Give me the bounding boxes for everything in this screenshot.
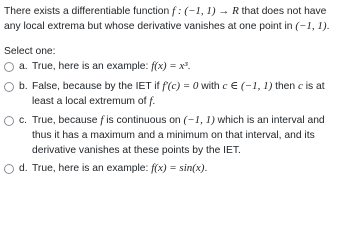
- option-c-radio[interactable]: [4, 116, 14, 126]
- select-one-label: Select one:: [4, 46, 56, 57]
- domain-expression: : (−1, 1) →: [175, 5, 233, 17]
- function-symbol: f: [172, 5, 176, 17]
- interval-expression: (−1, 1): [295, 20, 327, 32]
- option-c-label: True, because f is continuous on (−1, 1) which is an interval and thus it has a maximum and a minimum on that interval, and its derivative vanishes at these points by the IET.: [32, 114, 325, 156]
- option-d-letter: d.: [19, 163, 28, 174]
- option-a[interactable]: [4, 59, 344, 74]
- option-b-label: False, because by the IET if f′(c) = 0 with c ∈ (−1, 1) then c is at least a local extremum of f.: [32, 80, 325, 107]
- option-c[interactable]: [4, 113, 344, 158]
- option-c-letter: c.: [19, 115, 28, 126]
- reals-symbol: R: [232, 5, 239, 17]
- option-a-letter: a.: [19, 61, 28, 72]
- option-b-radio[interactable]: [4, 82, 14, 92]
- option-a-label: True, here is an example: f(x) = x³.: [32, 60, 191, 72]
- option-b-letter: b.: [19, 81, 28, 92]
- option-b[interactable]: [4, 79, 344, 109]
- option-a-radio[interactable]: [4, 62, 14, 72]
- option-d-label: True, here is an example: f(x) = sin(x).: [32, 162, 208, 174]
- option-d-radio[interactable]: [4, 164, 14, 174]
- question-text: There exists a differentiable function f : (−1, 1) → R that does not have any local extrema but whose derivative vanishes at one point in (−1, 1).: [4, 5, 330, 32]
- option-d[interactable]: [4, 161, 344, 176]
